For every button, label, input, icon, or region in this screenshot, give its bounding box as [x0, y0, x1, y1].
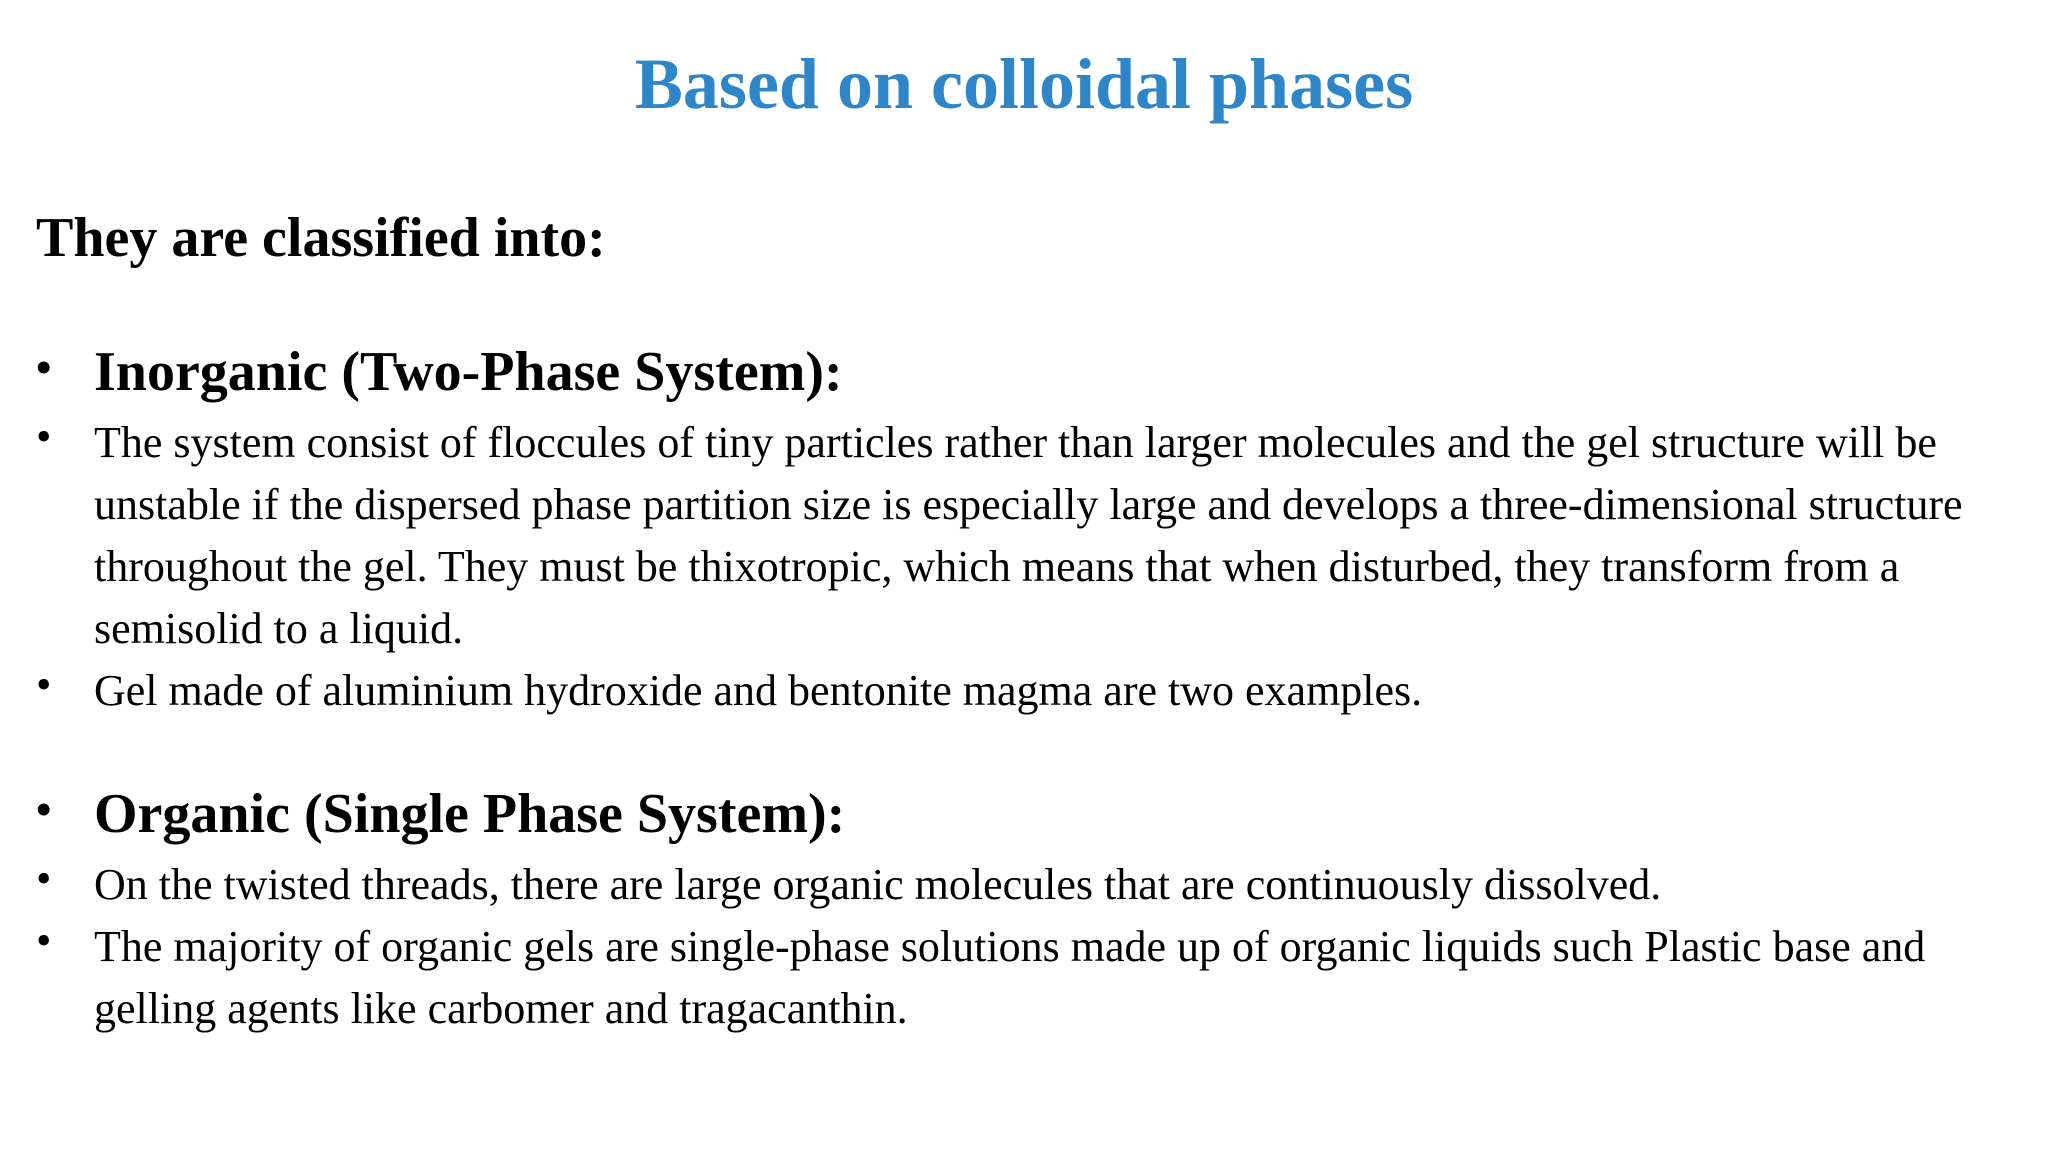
- section-heading: [36, 774, 2026, 854]
- list-item-text: The system consist of floccules of tiny particles rather than larger molecules and the gel structure will be unstable if the dispersed phase partition size is especially large and develops a three-dimensional structure throughout the gel. They must be thixotropic, which means that when disturbed, they transform from a semisolid to a liquid.: [94, 418, 1963, 653]
- lead-text: They are classified into:: [36, 207, 606, 269]
- section-heading-text: Inorganic (Two-Phase System):: [94, 341, 843, 403]
- bullet-icon: •: [36, 854, 52, 903]
- slide-title: Based on colloidal phases: [634, 44, 1414, 124]
- section-heading-text: Organic (Single Phase System):: [94, 783, 846, 845]
- list-item-text: The majority of organic gels are single-phase solutions made up of organic liquids such Plastic base and gelling agents like carbomer and tragacanthin.: [94, 922, 1926, 1033]
- bullet-icon: •: [36, 412, 52, 461]
- bullet-icon: •: [36, 343, 52, 392]
- list-item-text: On the twisted threads, there are large organic molecules that are continuously dissolved.: [94, 860, 1662, 909]
- list-item: [36, 412, 2026, 660]
- section-heading: [36, 332, 2026, 412]
- list-item: [36, 916, 2026, 1040]
- list-item-text: Gel made of aluminium hydroxide and bentonite magma are two examples.: [94, 666, 1423, 715]
- bullet-icon: •: [36, 916, 52, 965]
- list-item: [36, 660, 2026, 722]
- section-inorganic: [36, 332, 2026, 722]
- bullet-icon: •: [36, 785, 52, 834]
- list-item: [36, 854, 2026, 916]
- section-organic: [36, 774, 2026, 1040]
- bullet-icon: •: [36, 660, 52, 709]
